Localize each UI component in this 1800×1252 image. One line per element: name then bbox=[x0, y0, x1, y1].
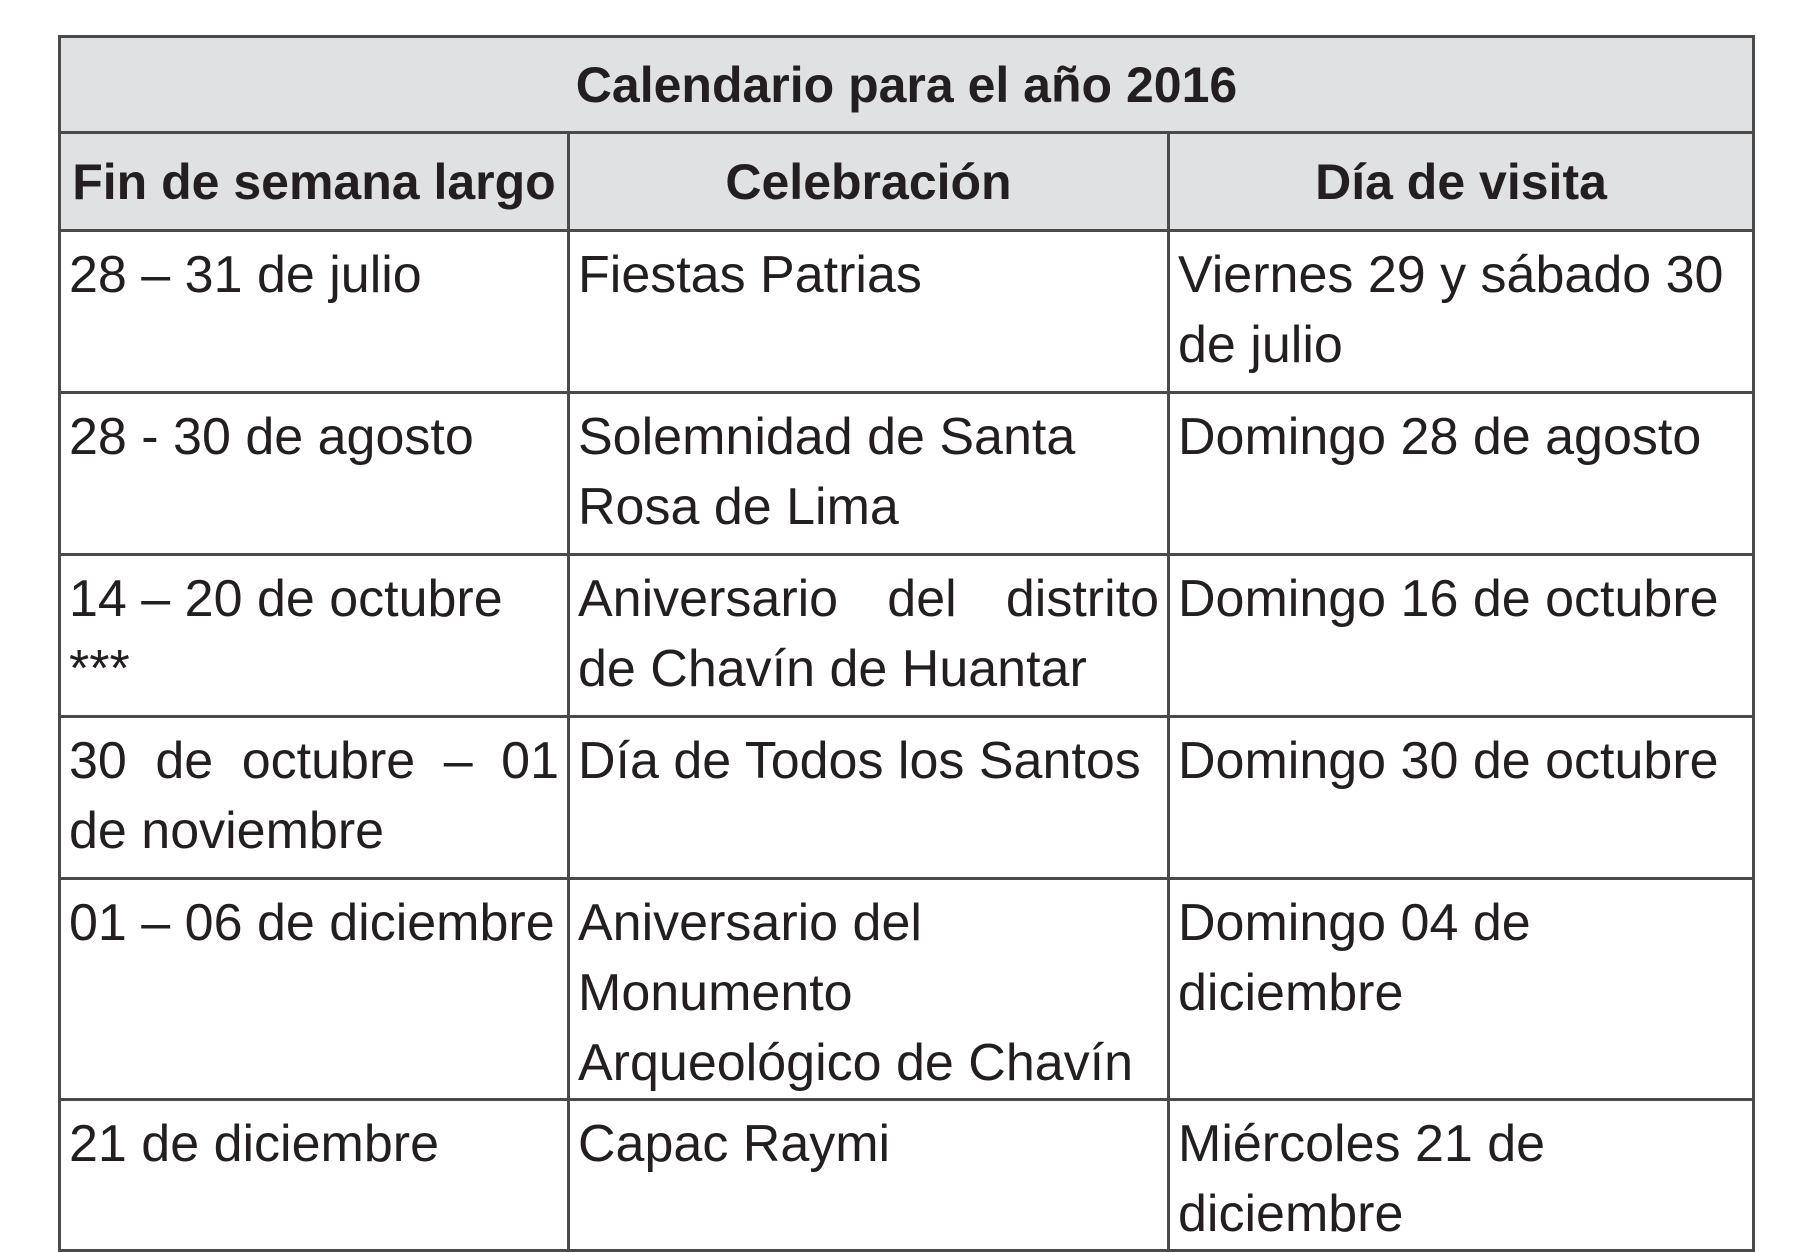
table-title: Calendario para el año 2016 bbox=[60, 37, 1754, 133]
long-weekend-cell: 28 – 31 de julio bbox=[60, 231, 569, 393]
calendar-table bbox=[58, 35, 1755, 1252]
table-row bbox=[60, 555, 1754, 717]
celebration-cell: Día de Todos los Santos bbox=[569, 717, 1169, 879]
table-row bbox=[60, 1100, 1754, 1251]
celebration-cell: Aniversario del distrito de Chavín de Huantar bbox=[569, 555, 1169, 717]
visit-day-cell: Domingo 30 de octubre bbox=[1169, 717, 1754, 879]
celebration-cell: Aniversario del Monumento Arqueológico de Chavín bbox=[569, 879, 1169, 1100]
visit-day-cell: Domingo 28 de agosto bbox=[1169, 393, 1754, 555]
visit-day-cell: Domingo 16 de octubre bbox=[1169, 555, 1754, 717]
table-row bbox=[60, 717, 1754, 879]
long-weekend-cell: 30 de octubre – 01 de noviembre bbox=[60, 717, 569, 879]
celebration-cell: Fiestas Patrias bbox=[569, 231, 1169, 393]
table-row bbox=[60, 393, 1754, 555]
celebration-cell: Capac Raymi bbox=[569, 1100, 1169, 1251]
column-header-visit-day: Día de visita bbox=[1169, 133, 1754, 231]
visit-day-cell: Miércoles 21 de diciembre bbox=[1169, 1100, 1754, 1251]
long-weekend-cell: 14 – 20 de octubre *** bbox=[60, 555, 569, 717]
long-weekend-cell: 21 de diciembre bbox=[60, 1100, 569, 1251]
column-header-long-weekend: Fin de semana largo bbox=[60, 133, 569, 231]
visit-day-cell: Domingo 04 de diciembre bbox=[1169, 879, 1754, 1100]
title-row bbox=[60, 37, 1754, 133]
header-row bbox=[60, 133, 1754, 231]
table-row bbox=[60, 879, 1754, 1100]
visit-day-cell: Viernes 29 y sábado 30 de julio bbox=[1169, 231, 1754, 393]
long-weekend-cell: 01 – 06 de diciembre bbox=[60, 879, 569, 1100]
column-header-celebration: Celebración bbox=[569, 133, 1169, 231]
table-row bbox=[60, 231, 1754, 393]
celebration-cell: Solemnidad de Santa Rosa de Lima bbox=[569, 393, 1169, 555]
long-weekend-cell: 28 - 30 de agosto bbox=[60, 393, 569, 555]
